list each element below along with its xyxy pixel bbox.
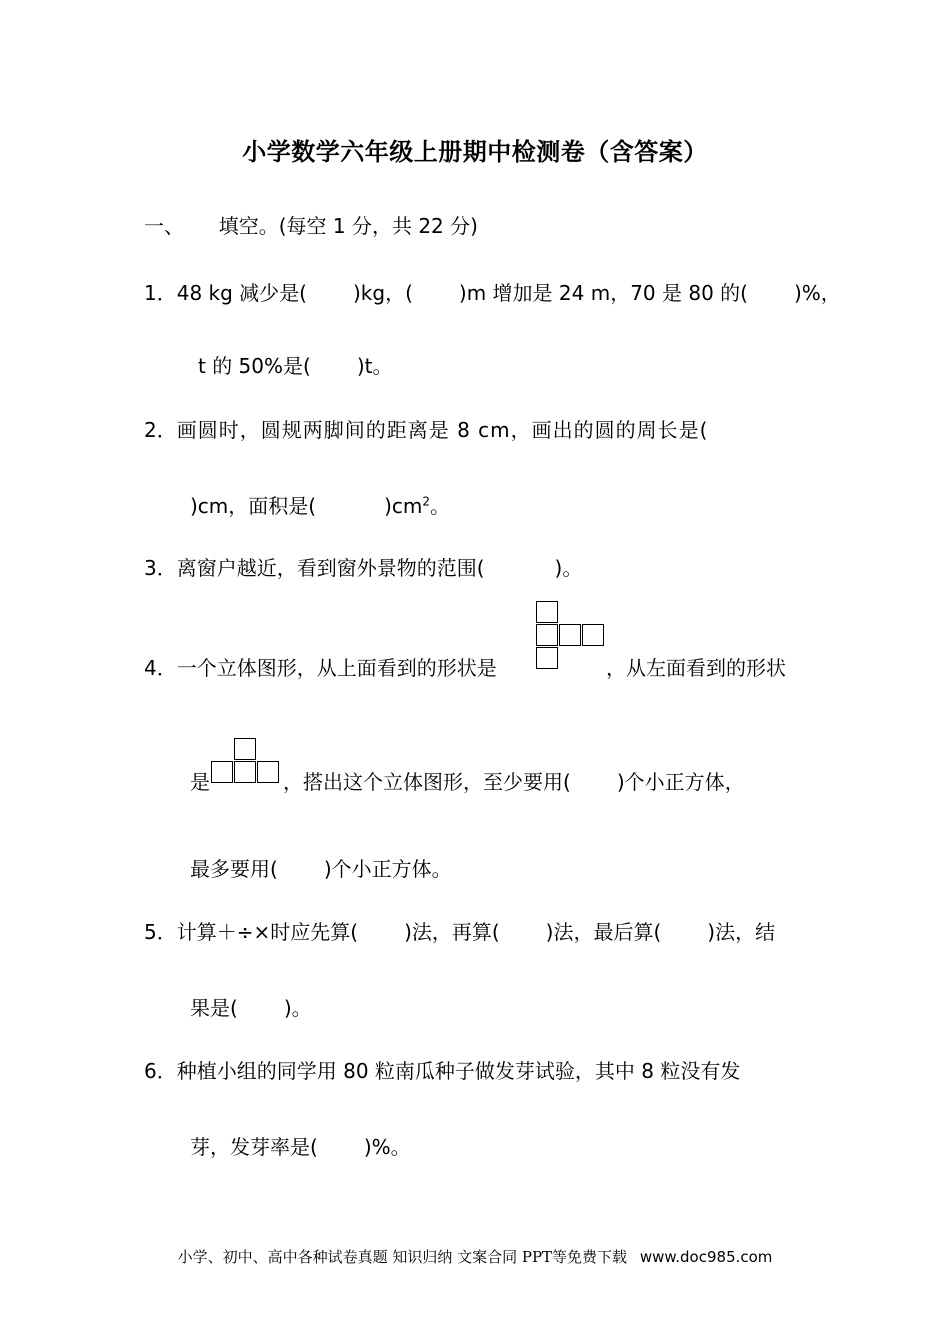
question-text: )%。: [363, 1135, 411, 1159]
question-5-line-1: [144, 916, 775, 945]
question-text: 是(: [279, 281, 307, 305]
question-text: )%，: [793, 281, 841, 305]
figure-cell: [559, 624, 581, 646]
question-6-line-2: [190, 1131, 411, 1160]
top-view-figure: [536, 601, 606, 671]
question-3: [144, 552, 582, 581]
section-label: 一、: [144, 214, 184, 238]
question-text: 一个立体图形，从上面看到的形状是: [176, 656, 497, 680]
question-number: 3．: [144, 556, 177, 580]
question-number: 6．: [144, 1059, 177, 1083]
question-text: 画圆时，圆规两脚间的距离是 8 cm，画出的圆的周长是(: [176, 418, 709, 442]
question-text: 是: [190, 770, 210, 794]
question-text: 是 24 m，70 是 80 的(: [532, 281, 748, 305]
question-6-line-1: [144, 1055, 740, 1084]
question-text: ，从左面看到的形状: [606, 656, 786, 680]
question-text: )t。: [356, 354, 393, 378]
figure-cell: [234, 761, 256, 783]
figure-cell: [536, 647, 558, 669]
left-view-figure: [211, 738, 281, 786]
question-text: ，搭出这个立体图形，至少要用(: [283, 770, 571, 794]
question-text: 果是(: [190, 996, 238, 1020]
question-text: )m 增加: [458, 281, 533, 305]
question-text: 离窗户越近，看到窗外景物的范围(: [176, 556, 485, 580]
question-text: )cm，面积是(: [190, 494, 317, 518]
section-heading: [144, 210, 478, 239]
question-text: )个小正方体，: [616, 770, 745, 794]
question-number: 5．: [144, 920, 177, 944]
figure-cell: [234, 738, 256, 760]
question-text: )法，再算(: [404, 920, 500, 944]
question-number: 2．: [144, 418, 177, 442]
question-text: )法，结: [707, 920, 776, 944]
question-text: 芽，发芽率是(: [190, 1135, 318, 1159]
superscript: 2: [422, 494, 431, 509]
question-text: 计算＋÷×时应先算(: [176, 920, 359, 944]
footer-url[interactable]: www.doc985.com: [639, 1248, 773, 1266]
page-footer: [0, 1246, 950, 1267]
question-text: )。: [554, 556, 583, 580]
question-4-line-1-end: [606, 652, 786, 681]
figure-cell: [582, 624, 604, 646]
figure-cell: [536, 624, 558, 646]
figure-cell: [211, 761, 233, 783]
question-4-line-2: [283, 766, 745, 795]
question-text: )kg，(: [353, 281, 413, 305]
question-text: t 的 50%是(: [198, 354, 311, 378]
question-text: )法，最后算(: [545, 920, 662, 944]
question-1-line-1: [144, 277, 841, 306]
page-title: 小学数学六年级上册期中检测卷（含答案）: [242, 138, 708, 166]
question-text: 种植小组的同学用 80 粒南瓜种子做发芽试验，其中 8 粒没有发: [176, 1059, 741, 1083]
question-text: )cm: [384, 494, 423, 518]
question-number: 1．: [144, 281, 177, 305]
figure-cell: [536, 601, 558, 623]
question-4-line-1: [144, 652, 497, 681]
question-text: )。: [283, 996, 312, 1020]
question-1-line-2: [198, 350, 392, 379]
section-text: 填空。(每空 1 分，共 22 分): [218, 214, 478, 238]
figure-cell: [257, 761, 279, 783]
question-number: 4．: [144, 656, 177, 680]
question-4-line-2-start: [190, 766, 210, 795]
question-2-line-2: [190, 490, 450, 519]
question-2-line-1: [144, 414, 708, 443]
question-text: 最多要用(: [190, 857, 278, 881]
footer-text: 小学、初中、高中各种试卷真题 知识归纳 文案合同 PPT等免费下载: [177, 1248, 628, 1266]
question-5-line-2: [190, 992, 312, 1021]
question-4-line-3: [190, 853, 452, 882]
question-text: 。: [430, 494, 451, 518]
question-text: 48 kg 减少: [176, 281, 280, 305]
question-text: )个小正方体。: [323, 857, 452, 881]
